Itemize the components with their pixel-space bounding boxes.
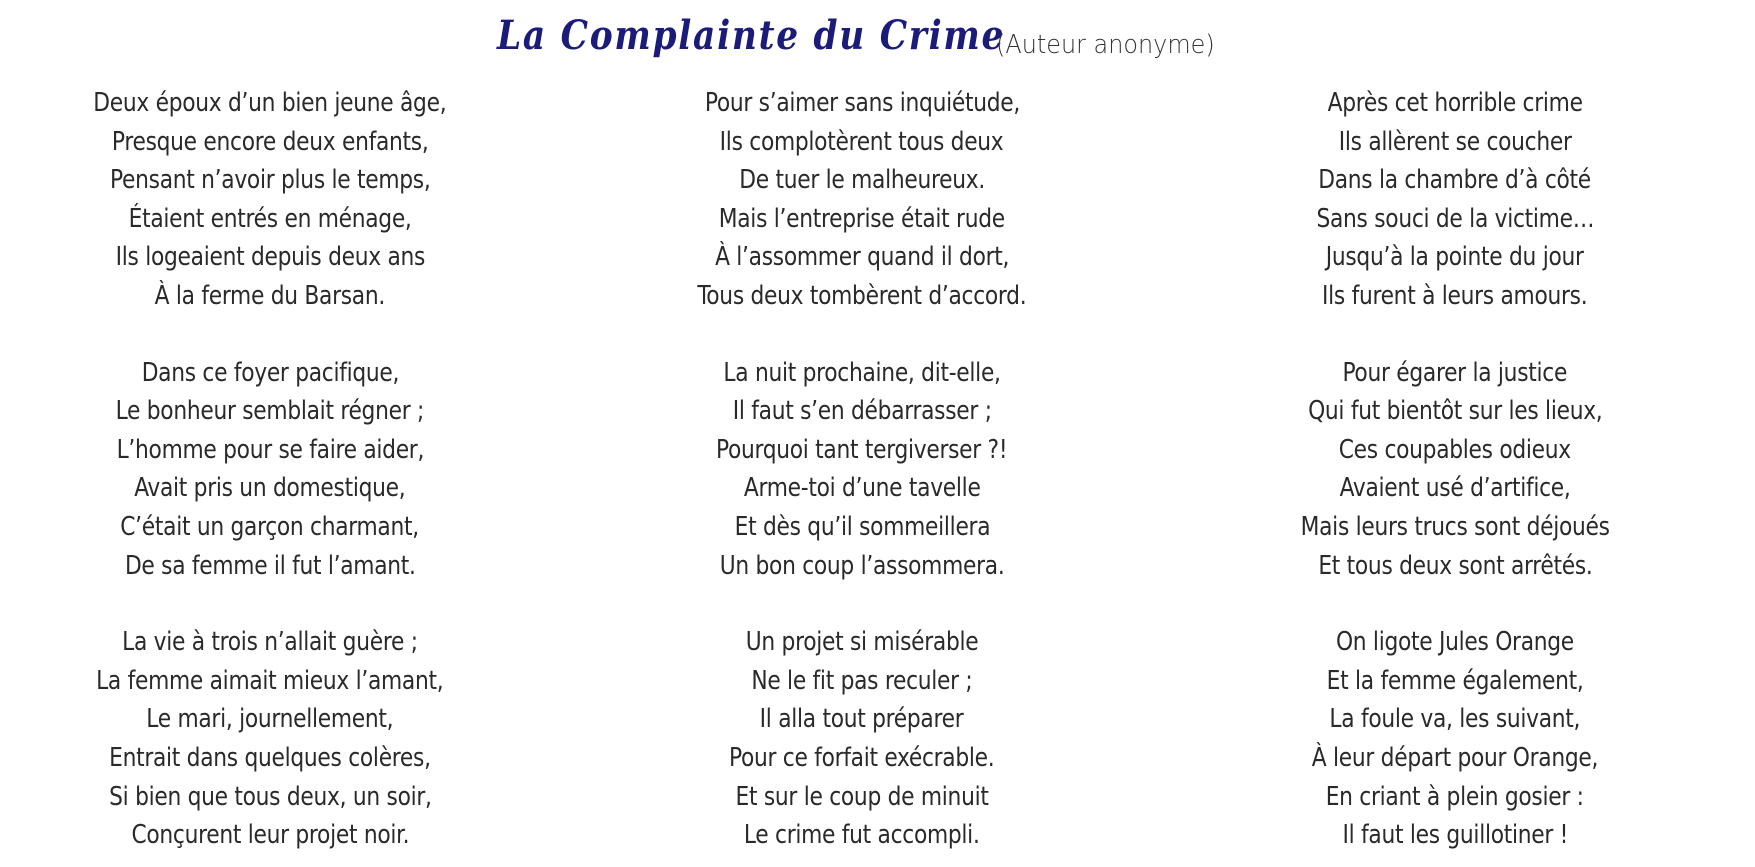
- verse-line: Deux époux d’un bien jeune âge,: [93, 88, 447, 118]
- verse-line: Après cet horrible crime: [1327, 88, 1583, 118]
- stanza: [1225, 623, 1685, 855]
- verse-line: Pour ce forfait exécrable.: [729, 742, 995, 773]
- verse-line: L’homme pour se faire aider,: [116, 434, 424, 465]
- verse-line: Étaient entrés en ménage,: [128, 203, 412, 234]
- verse-line: Arme-toi d’une tavelle: [743, 473, 981, 504]
- verse-line: Il faut les guillotiner !: [1342, 820, 1568, 851]
- verse-line: Jusqu’à la pointe du jour: [1326, 242, 1584, 273]
- verse-line: Si bien que tous deux, un soir,: [108, 781, 432, 812]
- stanza: [632, 354, 1092, 586]
- verse-line: Ne le fit pas reculer ;: [751, 665, 973, 696]
- verse-line: Et la femme également,: [1326, 665, 1584, 696]
- verse-line: Entrait dans quelques colères,: [109, 742, 431, 773]
- stanza: [40, 84, 500, 316]
- poem-column-2: [632, 84, 1092, 855]
- verse-line: Pour égarer la justice: [1342, 357, 1568, 388]
- verse-line: De tuer le malheureux.: [739, 165, 985, 196]
- verse-line: Mais leurs trucs sont déjoués: [1300, 511, 1610, 542]
- verse-line: Mais l’entreprise était rude: [718, 203, 1006, 234]
- verse-line: Et sur le coup de minuit: [735, 781, 989, 812]
- verse-line: Le crime fut accompli.: [744, 820, 980, 851]
- verse-line: À l’assommer quand il dort,: [714, 242, 1010, 273]
- verse-line: Le bonheur semblait régner ;: [115, 396, 425, 427]
- verse-line: Un bon coup l’assommera.: [719, 550, 1005, 581]
- verse-line: C’était un garçon charmant,: [120, 511, 420, 542]
- verse-line: Il alla tout préparer: [760, 704, 964, 735]
- poem-column-1: [40, 84, 500, 855]
- verse-line: La nuit prochaine, dit-elle,: [723, 357, 1001, 388]
- verse-line: Ces coupables odieux: [1338, 434, 1572, 465]
- verse-line: À leur départ pour Orange,: [1311, 742, 1599, 773]
- poem-title: La Complainte du Crime: [497, 12, 1006, 59]
- verse-line: Le mari, journellement,: [146, 704, 394, 735]
- verse-line: Presque encore deux enfants,: [111, 126, 429, 157]
- verse-line: Avait pris un domestique,: [134, 473, 406, 504]
- verse-line: Ils allèrent se coucher: [1338, 126, 1572, 157]
- poem-author-note: (Auteur anonyme): [996, 30, 1215, 60]
- verse-line: Et dès qu’il sommeillera: [734, 511, 990, 542]
- verse-line: Tous deux tombèrent d’accord.: [697, 280, 1027, 311]
- stanza: [632, 623, 1092, 855]
- verse-line: Conçurent leur projet noir.: [131, 820, 409, 851]
- verse-line: La vie à trois n’allait guère ;: [122, 627, 418, 658]
- verse-line: Pensant n’avoir plus le temps,: [109, 165, 431, 196]
- verse-line: Sans souci de la victime…: [1316, 203, 1594, 234]
- verse-line: Qui fut bientôt sur les lieux,: [1307, 396, 1603, 427]
- stanza: [1225, 84, 1685, 316]
- stanza: [632, 84, 1092, 316]
- verse-line: Un projet si misérable: [745, 627, 979, 658]
- verse-line: De sa femme il fut l’amant.: [124, 550, 416, 581]
- verse-line: Ils logeaient depuis deux ans: [115, 242, 425, 273]
- verse-line: La foule va, les suivant,: [1329, 704, 1581, 735]
- verse-line: Dans ce foyer pacifique,: [141, 357, 399, 388]
- verse-line: Ils complotèrent tous deux: [720, 126, 1004, 157]
- stanza: [40, 623, 500, 855]
- verse-line: À la ferme du Barsan.: [154, 280, 386, 311]
- verse-line: La femme aimait mieux l’amant,: [96, 665, 444, 696]
- verse-line: Il faut s’en débarrasser ;: [732, 396, 992, 427]
- verse-line: On ligote Jules Orange: [1336, 627, 1574, 658]
- verse-line: Pour s’aimer sans inquiétude,: [704, 88, 1020, 118]
- stanza: [1225, 354, 1685, 586]
- verse-line: Pourquoi tant tergiverser ?!: [716, 434, 1008, 465]
- stanza: [40, 354, 500, 586]
- verse-line: Ils furent à leurs amours.: [1322, 280, 1588, 311]
- verse-line: Et tous deux sont arrêtés.: [1317, 550, 1593, 581]
- verse-line: Avaient usé d’artifice,: [1339, 473, 1571, 504]
- poem-column-3: [1225, 84, 1685, 855]
- verse-line: En criant à plein gosier :: [1326, 781, 1584, 812]
- title-row: [0, 10, 1755, 70]
- verse-line: Dans la chambre d’à côté: [1318, 165, 1592, 196]
